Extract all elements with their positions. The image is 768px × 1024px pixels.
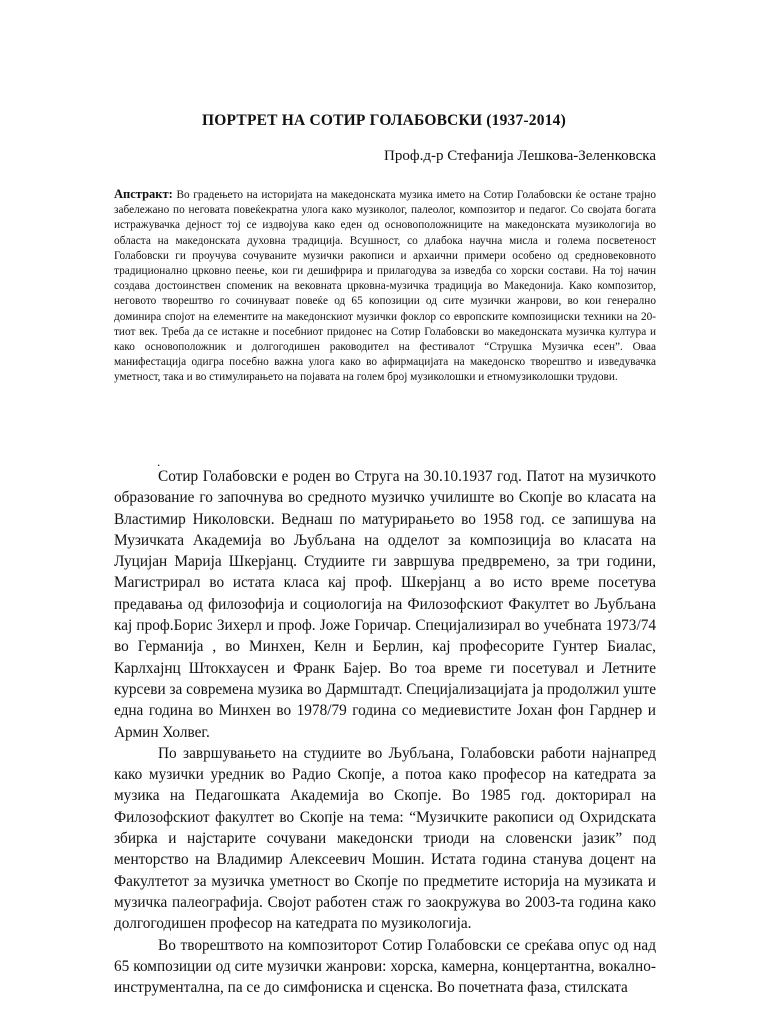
body-paragraph: Сотир Голабовски е роден во Струга на 30.10.1937 год. Патот на музичкото образование го започнува во средното музичко училиште во Скопје во класата на Властимир Николовски. Веднаш по матурирањето во 1958 год. се запишува на Музичката Академија во Љубљана на одделот за композиција во класата на Луцијан Марија Шкерјанц. Студиите ги завршува предвремено, за три години, Магистрирал во истата класа кај проф. Шкерјанц а во исто време посетува предавања од филозофија и социологија на Филозофскиот Факултет во Љубљана кај проф.Борис Зихерл и проф. Јоже Горичар. Специјализирал во учебната 1973/74 во Германија , во Минхен, Келн и Берлин, кај професорите Гунтер Биалас, Карлхајнц Штокхаусен и Франк Бајер. Во тоа време ги посетувал и Летните курсеви за современа музика во Дармштадт. Специјализацијата ја продолжил уште една година во Минхен во 1978/79 година со медиевистите Јохан фон Гарднер и Армин Холвег. xyxy=(114,468,656,741)
body-paragraph: По завршувањето на студиите во Љубљана, Голабовски работи најнапред како музички уредник во Радио Скопје, а потоа како професор на катедрата за музика на Педагошката Академија во Скопје. Во 1985 год. докторирал на Филозофскиот факултет во Скопје на тема: “Музичките ракописи од Охридската збирка и најстарите сочувани македонски триоди на словенски јазик” под менторство на Владимир Алексеевич Мошин. Истата година станува доцент на Факултетот за музичка уметност во Скопје по предметите историја на музиката и музичка палеографија. Својот работен стаж го заокружува во 2003-та година како долгогодишен професор на катедрата по музикологија. xyxy=(114,744,656,933)
abstract-block xyxy=(114,187,656,386)
abstract-text: Во градењето на историјата на македонската музика името на Сотир Голабовски ќе остане трајно забележано по неговата повеќекратна улога како музиколог, палеолог, композитор и педагог. Со својата богата истражувачка дејност тој се издвојува како еден од основоположниците на македонската музикологија во областа на македонската духовна традиција. Всушност, со длабока научна мисла и голема посветеност Голабовски ги проучува сочуваните музички ракописи и архаични примери особено од средновековното традиционално црковно пеење, кои ги дешифрира и прилагодува за изведба со хорски состави. На тој начин создава достоинствен споменик на вековната црковна-музичка традиција во Македонија. Како композитор, неговото творештво го сочинуваат повеќе од 65 копозиции од сите музички жанрови, во кои генерално доминира спојот на елементите на македонскиот музички фоклор со европските композициски техники на 20-тиот век. Треба да се истакне и посебниот придонес на Сотир Голабовски во македонската музичка култура и како основоположник и долгогодишен раководител на фестивалот “Струшка Музичка есен”. Оваа манифестација одигра посебно важна улога како во афирмацијата на македонско творештво и изведувачка уметност, така и во стимулирањето на појавата на голем број музиколошки и етномузиколошки трудови. xyxy=(114,189,656,384)
document-title: ПОРТРЕТ НА СОТИР ГОЛАБОВСКИ (1937-2014) xyxy=(202,112,566,129)
abstract-label: Апстракт: xyxy=(114,187,173,201)
body-paragraph: Во творештвото на композиторот Сотир Голабовски се среќава опус од над 65 композиции од сите музички жанрови: хорска, камерна, концертантна, вокално-инструментална, па се до симфониска и сценска. Во почетната фаза, стилската xyxy=(114,936,656,997)
author-line: Проф.д-р Стефанија Лешкова-Зеленковска xyxy=(384,148,656,164)
separator-dot: . xyxy=(157,454,161,469)
body-text xyxy=(114,466,656,998)
